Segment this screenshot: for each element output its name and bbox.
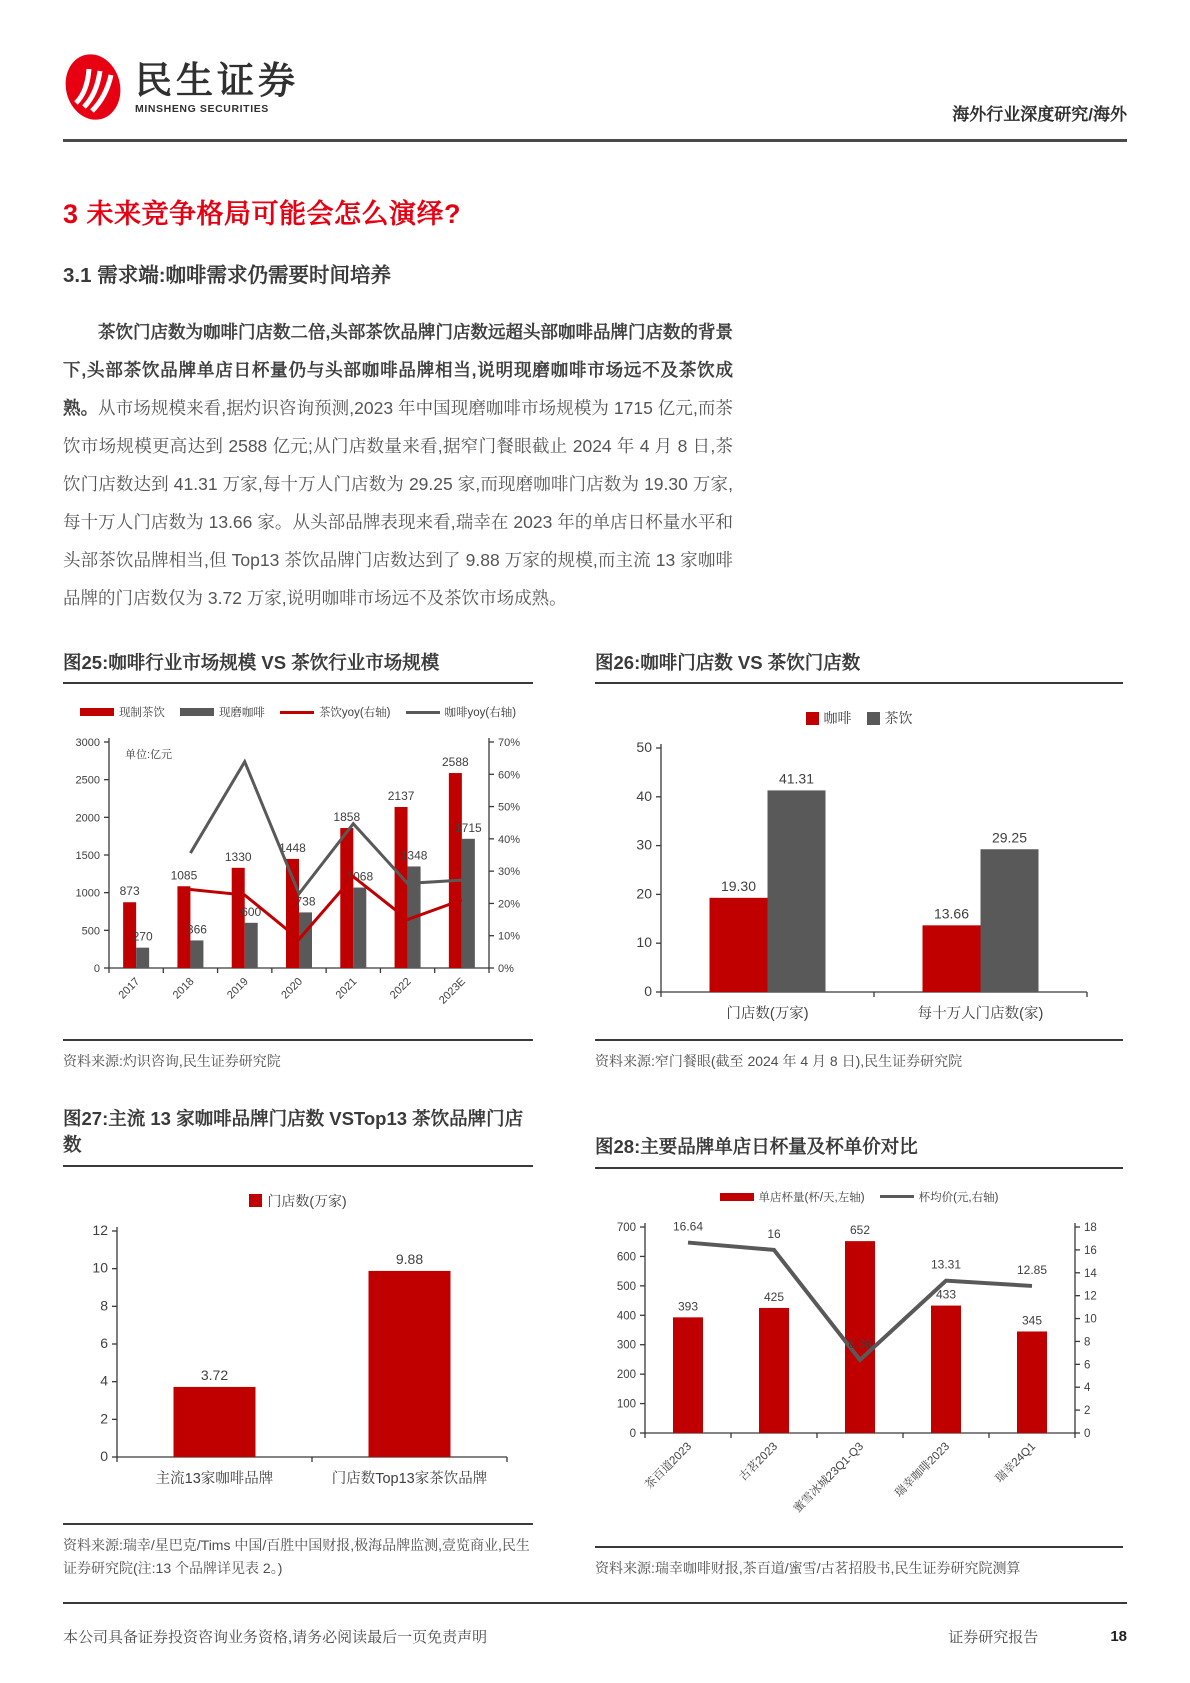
brand-store-chart bbox=[63, 1217, 533, 1499]
legend-label: 咖啡 bbox=[823, 710, 852, 727]
svg-text:9.88: 9.88 bbox=[395, 1250, 424, 1267]
svg-text:60%: 60% bbox=[498, 769, 521, 782]
line-marker-icon bbox=[280, 711, 314, 715]
svg-text:738: 738 bbox=[295, 894, 316, 909]
svg-text:700: 700 bbox=[616, 1221, 636, 1234]
figure-26 bbox=[595, 650, 1123, 1073]
svg-text:2000: 2000 bbox=[75, 812, 100, 825]
svg-text:瑞幸24Q1: 瑞幸24Q1 bbox=[993, 1440, 1039, 1485]
svg-text:1500: 1500 bbox=[75, 850, 100, 863]
svg-text:100: 100 bbox=[616, 1398, 636, 1411]
svg-text:393: 393 bbox=[677, 1299, 699, 1314]
svg-text:茶百道2023: 茶百道2023 bbox=[643, 1440, 695, 1492]
figure-25-title: 图25:咖啡行业市场规模 VS 茶饮行业市场规模 bbox=[63, 650, 533, 685]
svg-text:单位:亿元: 单位:亿元 bbox=[125, 749, 173, 762]
svg-text:600: 600 bbox=[616, 1251, 636, 1264]
svg-text:18: 18 bbox=[1084, 1221, 1097, 1234]
brand bbox=[63, 50, 299, 127]
svg-text:0: 0 bbox=[93, 963, 100, 976]
svg-text:400: 400 bbox=[616, 1309, 636, 1322]
svg-text:主流13家咖啡品牌: 主流13家咖啡品牌 bbox=[155, 1470, 274, 1487]
legend-item bbox=[180, 704, 265, 720]
line-marker-icon bbox=[406, 711, 440, 715]
svg-text:2020: 2020 bbox=[279, 976, 306, 1002]
bar-marker-icon bbox=[80, 708, 114, 716]
legend-item bbox=[880, 1189, 999, 1205]
legend-item bbox=[720, 1189, 865, 1205]
legend-label: 茶饮yoy(右轴) bbox=[318, 707, 391, 720]
svg-text:2017: 2017 bbox=[116, 976, 143, 1002]
figure-row-top bbox=[63, 650, 1127, 1073]
svg-text:200: 200 bbox=[616, 1368, 636, 1381]
svg-text:2021: 2021 bbox=[333, 976, 360, 1002]
svg-text:蜜雪冰城23Q1-Q3: 蜜雪冰城23Q1-Q3 bbox=[791, 1440, 867, 1515]
svg-text:6: 6 bbox=[1084, 1359, 1091, 1372]
footer-row bbox=[63, 1626, 1127, 1647]
svg-text:瑞幸咖啡2023: 瑞幸咖啡2023 bbox=[893, 1440, 953, 1500]
svg-text:70%: 70% bbox=[498, 737, 521, 750]
legend-item bbox=[406, 704, 517, 720]
legend-label: 杯均价(元,右轴) bbox=[918, 1191, 999, 1204]
svg-text:500: 500 bbox=[616, 1280, 636, 1293]
line-marker-icon bbox=[880, 1195, 914, 1199]
svg-text:4: 4 bbox=[1084, 1381, 1091, 1394]
svg-text:30: 30 bbox=[636, 836, 652, 853]
bar-marker-icon bbox=[180, 708, 214, 716]
svg-text:873: 873 bbox=[119, 884, 140, 899]
svg-text:433: 433 bbox=[935, 1287, 957, 1302]
svg-text:12: 12 bbox=[92, 1221, 108, 1238]
legend-label: 单店杯量(杯/天,左轴) bbox=[758, 1191, 865, 1204]
svg-text:1330: 1330 bbox=[224, 850, 252, 865]
svg-text:8: 8 bbox=[1084, 1336, 1091, 1349]
report-type-label: 证券研究报告 bbox=[948, 1629, 1039, 1646]
brand-name-cn: 民生证券 bbox=[135, 60, 299, 102]
footer-disclaimer: 本公司具备证券投资咨询业务资格,请务必阅读最后一页免责声明 bbox=[63, 1629, 488, 1646]
svg-text:2: 2 bbox=[100, 1409, 108, 1426]
svg-text:50: 50 bbox=[636, 739, 652, 756]
svg-text:1448: 1448 bbox=[279, 841, 306, 856]
svg-text:41.31: 41.31 bbox=[778, 770, 815, 787]
svg-text:门店数Top13家茶饮品牌: 门店数Top13家茶饮品牌 bbox=[331, 1470, 488, 1487]
svg-text:每十万人门店数(家): 每十万人门店数(家) bbox=[917, 1006, 1044, 1023]
svg-text:2500: 2500 bbox=[75, 775, 100, 788]
square-marker-icon bbox=[249, 1194, 262, 1207]
page-header bbox=[63, 50, 1127, 127]
legend-label: 茶饮 bbox=[884, 710, 913, 727]
svg-text:13.66: 13.66 bbox=[933, 905, 970, 922]
svg-text:4: 4 bbox=[100, 1372, 108, 1389]
svg-text:16: 16 bbox=[767, 1226, 781, 1241]
figure-25 bbox=[63, 650, 533, 1073]
svg-text:1068: 1068 bbox=[346, 869, 374, 884]
svg-text:0: 0 bbox=[100, 1447, 108, 1464]
svg-text:10%: 10% bbox=[498, 931, 521, 944]
svg-text:2588: 2588 bbox=[442, 755, 469, 770]
svg-text:3.72: 3.72 bbox=[200, 1366, 229, 1383]
svg-text:1858: 1858 bbox=[333, 810, 361, 825]
brand-text bbox=[135, 62, 299, 115]
svg-text:300: 300 bbox=[616, 1339, 636, 1352]
square-marker-icon bbox=[806, 712, 819, 725]
svg-text:2023E: 2023E bbox=[436, 976, 468, 1008]
figure-26-chart bbox=[595, 734, 1123, 1039]
brand-name-en: MINSHENG SECURITIES bbox=[135, 102, 269, 115]
report-body bbox=[63, 142, 1127, 1580]
svg-text:345: 345 bbox=[1021, 1313, 1043, 1328]
svg-text:16.64: 16.64 bbox=[672, 1219, 704, 1234]
svg-text:1715: 1715 bbox=[455, 821, 482, 836]
svg-text:29.25: 29.25 bbox=[991, 829, 1028, 846]
legend-item bbox=[867, 708, 913, 728]
svg-text:366: 366 bbox=[186, 922, 207, 937]
svg-text:2018: 2018 bbox=[170, 976, 197, 1002]
legend-item bbox=[806, 708, 852, 728]
footer-divider bbox=[63, 1602, 1127, 1605]
svg-text:2137: 2137 bbox=[387, 789, 415, 804]
figure-25-legend bbox=[63, 704, 533, 720]
svg-text:19.30: 19.30 bbox=[720, 878, 757, 895]
svg-text:门店数(万家): 门店数(万家) bbox=[726, 1006, 809, 1023]
paragraph-rest: 从市场规模来看,据灼识咨询预测,2023 年中国现磨咖啡市场规模为 1715 亿元,而茶饮市场规模更高达到 2588 亿元;从门店数量来看,据窄门餐眼截止 2024 年 4 月 8 日,茶饮门店数达到 41.31 万家,每十万人门店数为 29.25 家,而现磨咖啡门店数为 19.30 万家,每十万人门店数为 13.66 家。从头部品牌表现来看,瑞幸在 2023 年的单店日杯量水平和头部茶饮品牌相当,但 Top13 茶饮品牌门店数达到了 9.88 万家的规模,而主流 13 家咖啡品牌的门店数仅为 3.72 万家,说明咖啡市场远不及茶饮市场成熟。 bbox=[63, 397, 733, 608]
legend-item bbox=[280, 704, 391, 720]
svg-text:40%: 40% bbox=[498, 834, 521, 847]
figure-26-title: 图26:咖啡门店数 VS 茶饮门店数 bbox=[595, 650, 1123, 685]
legend-item bbox=[80, 704, 165, 720]
legend-label: 门店数(万家) bbox=[267, 1192, 347, 1209]
figure-25-source: 资料来源:灼识咨询,民生证券研究院 bbox=[63, 1039, 533, 1072]
svg-text:古茗2023: 古茗2023 bbox=[737, 1440, 781, 1484]
svg-text:16: 16 bbox=[1084, 1244, 1097, 1257]
svg-text:13.31: 13.31 bbox=[930, 1257, 962, 1272]
svg-text:6: 6 bbox=[100, 1334, 108, 1351]
svg-text:1085: 1085 bbox=[170, 868, 198, 883]
figure-27 bbox=[63, 1106, 533, 1579]
figure-28 bbox=[595, 1134, 1123, 1579]
svg-text:12.85: 12.85 bbox=[1016, 1262, 1048, 1277]
svg-text:600: 600 bbox=[241, 905, 262, 920]
minsheng-logo-icon bbox=[63, 50, 125, 127]
svg-text:14: 14 bbox=[1084, 1267, 1097, 1280]
figure-26-source: 资料来源:窄门餐眼(截至 2024 年 4 月 8 日),民生证券研究院 bbox=[595, 1039, 1123, 1072]
svg-text:1348: 1348 bbox=[400, 848, 428, 863]
svg-text:1000: 1000 bbox=[75, 888, 100, 901]
svg-text:0: 0 bbox=[644, 983, 652, 1000]
svg-text:3000: 3000 bbox=[75, 737, 100, 750]
figure-row-bottom bbox=[63, 1106, 1127, 1579]
svg-text:0%: 0% bbox=[498, 963, 514, 976]
svg-text:425: 425 bbox=[763, 1289, 785, 1304]
svg-text:6.38: 6.38 bbox=[848, 1336, 872, 1351]
svg-text:30%: 30% bbox=[498, 866, 521, 879]
svg-text:12: 12 bbox=[1084, 1290, 1097, 1303]
figure-27-title: 图27:主流 13 家咖啡品牌门店数 VSTop13 茶饮品牌门店数 bbox=[63, 1106, 533, 1167]
cups-price-chart bbox=[595, 1211, 1123, 1541]
footer-right bbox=[948, 1626, 1127, 1647]
section-title: 3 未来竞争格局可能会怎么演绎? bbox=[63, 198, 462, 229]
figure-25-chart bbox=[63, 726, 533, 1031]
svg-text:2022: 2022 bbox=[387, 976, 414, 1002]
figure-28-legend bbox=[595, 1189, 1123, 1205]
svg-text:0: 0 bbox=[1084, 1427, 1091, 1440]
market-size-chart bbox=[63, 726, 533, 1026]
page-footer bbox=[63, 1602, 1127, 1648]
square-marker-icon bbox=[867, 712, 880, 725]
svg-text:10: 10 bbox=[1084, 1313, 1097, 1326]
svg-text:20: 20 bbox=[636, 885, 652, 902]
legend-label: 咖啡yoy(右轴) bbox=[444, 707, 517, 720]
legend-label: 现磨咖啡 bbox=[218, 707, 265, 720]
svg-text:50%: 50% bbox=[498, 801, 521, 814]
svg-text:8: 8 bbox=[100, 1296, 108, 1313]
svg-text:20%: 20% bbox=[498, 898, 521, 911]
figure-28-chart bbox=[595, 1211, 1123, 1546]
paragraph-bold-lead: 茶饮门店数为咖啡门店数二倍,头部茶饮品牌门店数远超头部咖啡品牌门店数的背景下,头部茶饮品牌单店日杯量仍与头部咖啡品牌相当,说明现磨咖啡市场远不及茶饮成熟。 bbox=[63, 321, 733, 418]
figure-26-legend bbox=[595, 708, 1123, 728]
svg-text:2019: 2019 bbox=[225, 976, 251, 1002]
bar-marker-icon bbox=[720, 1193, 754, 1201]
figure-27-source: 资料来源:瑞幸/星巴克/Tims 中国/百胜中国财报,极海品牌监测,壹览商业,民生证券研究院(注:13 个品牌详见表 2。) bbox=[63, 1523, 533, 1579]
svg-text:10: 10 bbox=[636, 934, 652, 951]
svg-text:40: 40 bbox=[636, 788, 652, 805]
body-paragraph bbox=[63, 313, 733, 617]
svg-text:500: 500 bbox=[81, 925, 100, 938]
figure-28-source: 资料来源:瑞幸咖啡财报,茶百道/蜜雪/古茗招股书,民生证券研究院测算 bbox=[595, 1546, 1123, 1579]
svg-text:0: 0 bbox=[629, 1427, 636, 1440]
figure-27-chart bbox=[63, 1217, 533, 1504]
legend-label: 现制茶饮 bbox=[118, 707, 165, 720]
svg-text:652: 652 bbox=[849, 1222, 871, 1237]
page-number: 18 bbox=[1110, 1628, 1127, 1645]
report-category-label: 海外行业深度研究/海外 bbox=[952, 105, 1127, 124]
svg-text:2: 2 bbox=[1084, 1404, 1091, 1417]
figure-27-legend bbox=[63, 1191, 533, 1211]
legend-item bbox=[249, 1191, 346, 1211]
store-count-chart bbox=[595, 734, 1123, 1034]
svg-text:270: 270 bbox=[132, 930, 153, 945]
svg-text:10: 10 bbox=[92, 1259, 108, 1276]
figure-28-title: 图28:主要品牌单店日杯量及杯单价对比 bbox=[595, 1134, 1123, 1169]
subsection-title: 3.1 需求端:咖啡需求仍需要时间培养 bbox=[63, 263, 392, 287]
